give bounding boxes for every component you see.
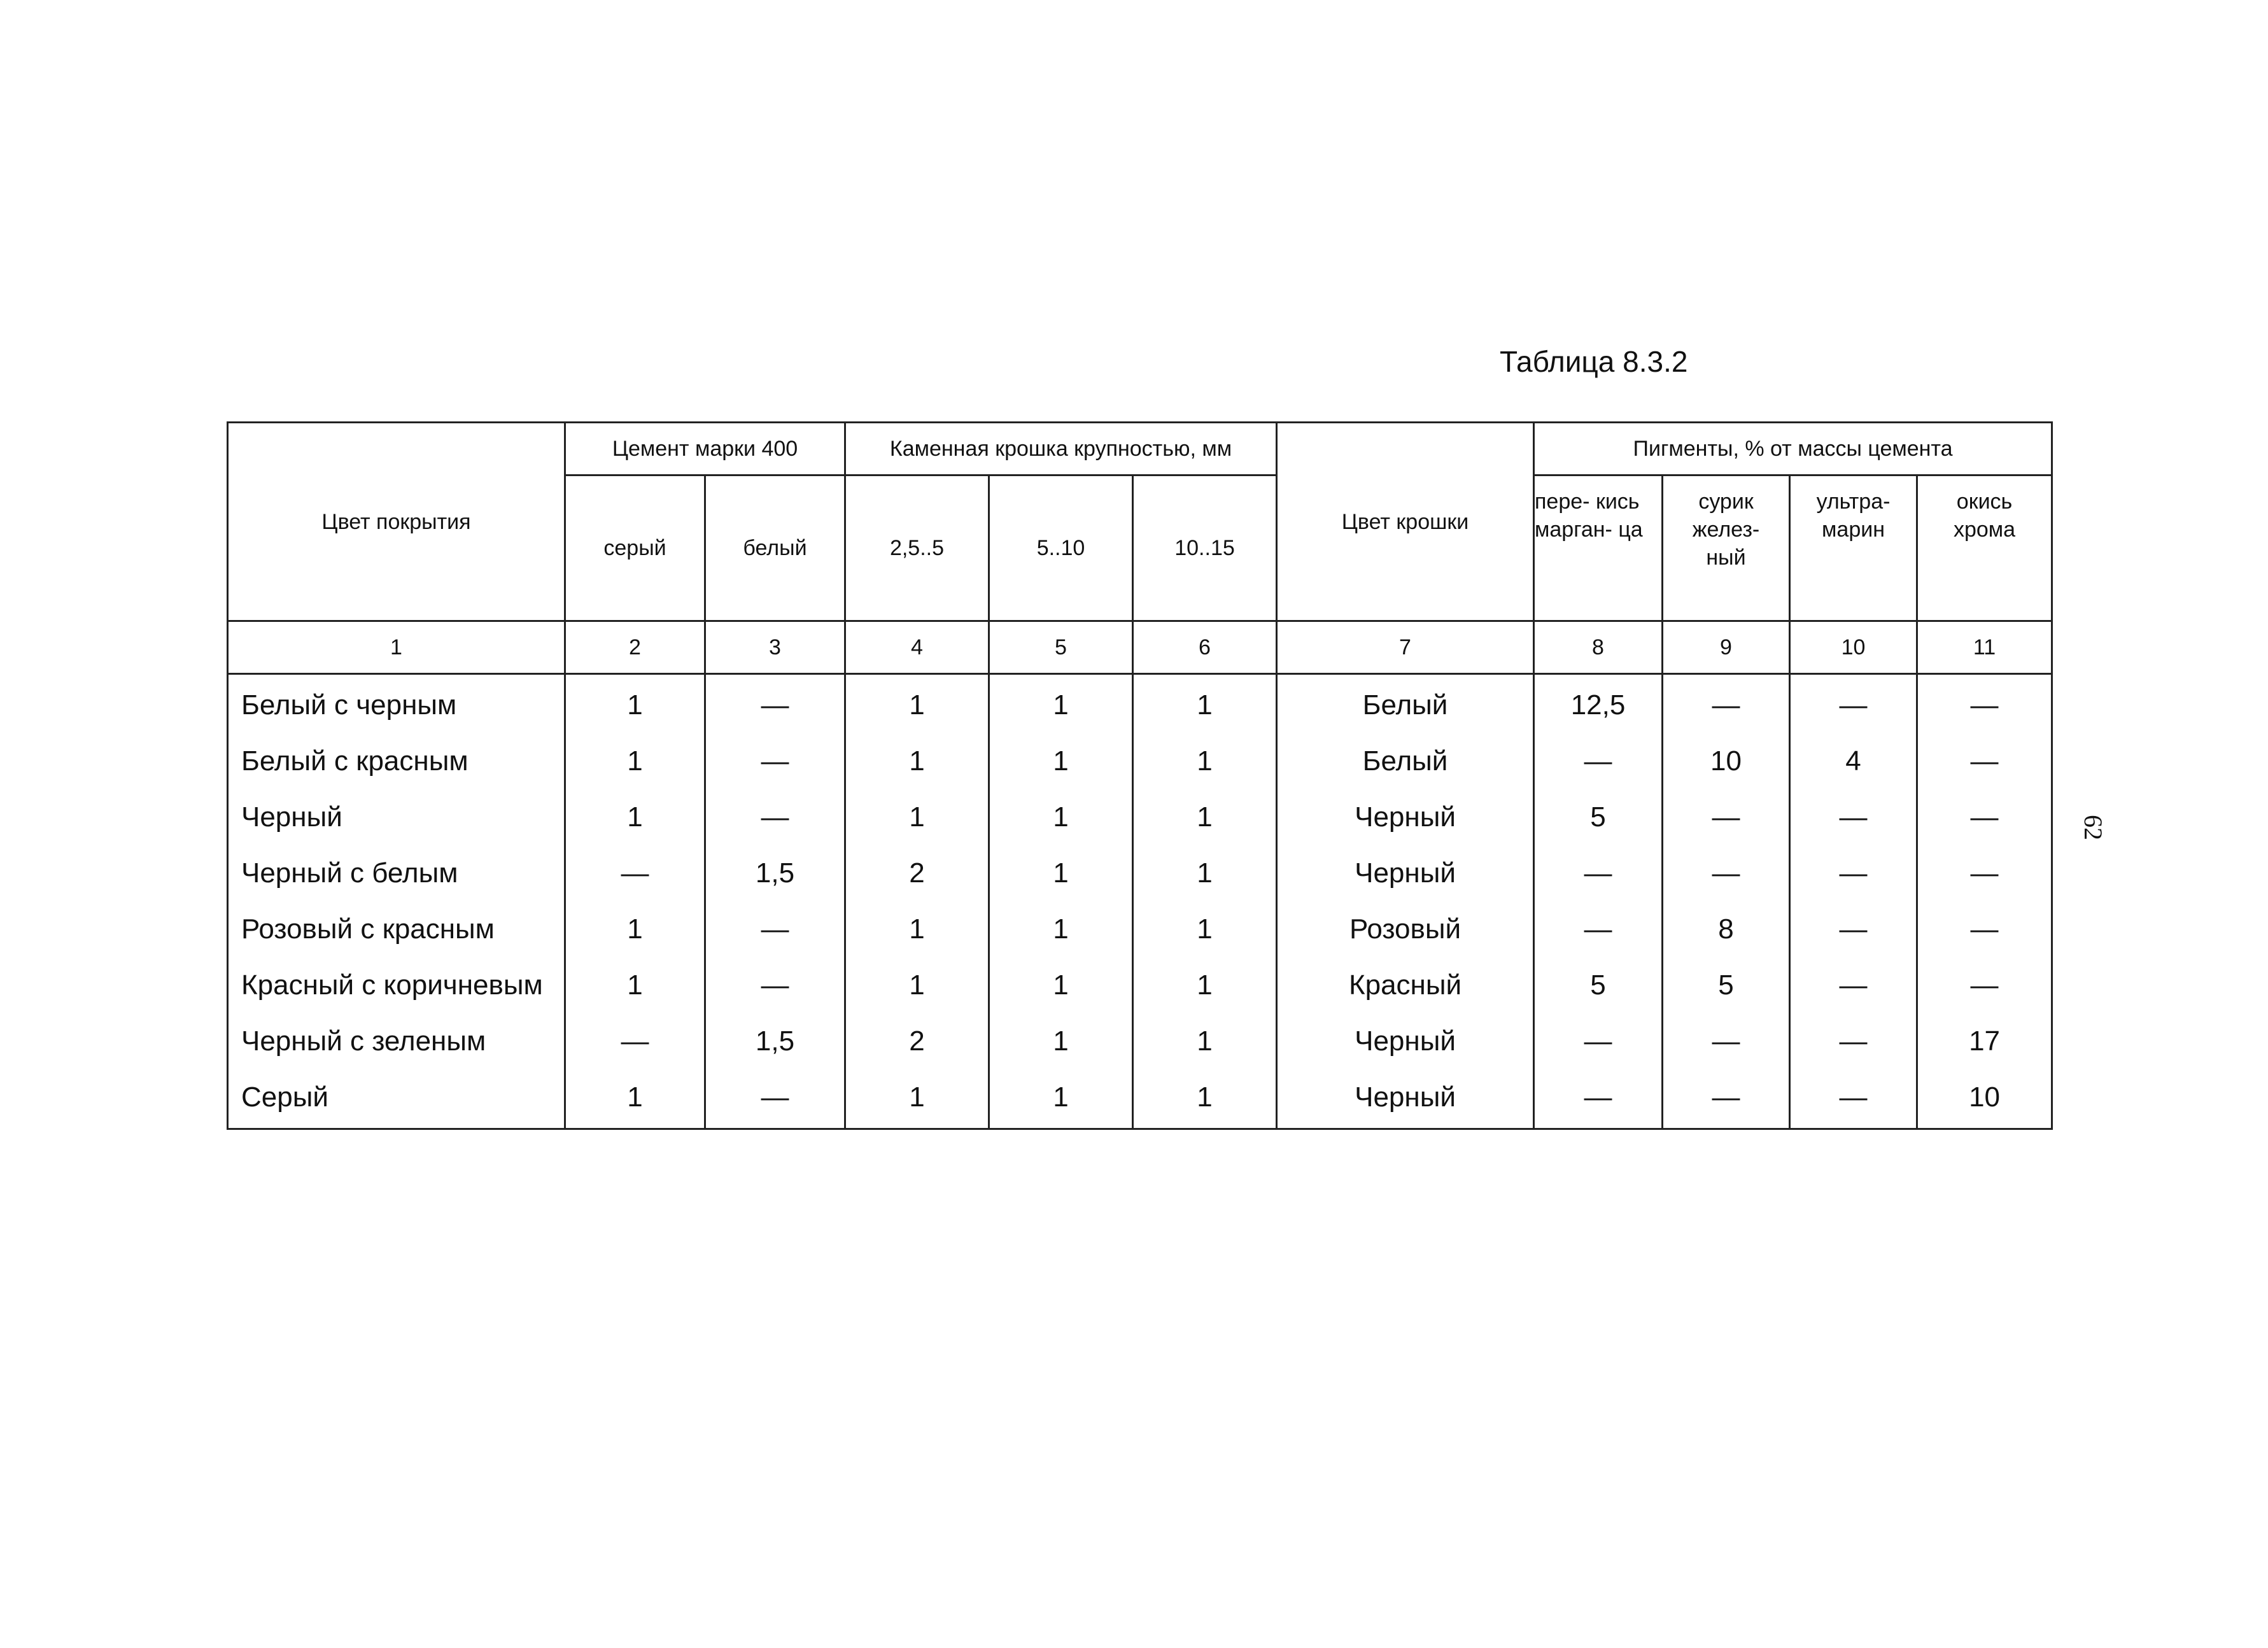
table-cell: 10 [1663,736,1790,792]
table-cell: 1 [989,960,1133,1016]
table-row [228,1016,2052,1072]
table-cell: 1 [565,960,705,1016]
table-cell: — [1790,848,1917,904]
table-cell: Черный [1277,792,1534,848]
table-cell: 1 [845,792,989,848]
table-row [228,792,2052,848]
table-cell: — [1534,848,1663,904]
table-cell: 17 [1917,1016,2052,1072]
table-cell: — [1534,904,1663,960]
column-number: 11 [1917,621,2052,674]
table-cell: 1 [565,1072,705,1129]
table-cell: Розовый с красным [228,904,565,960]
table-cell: Черный с белым [228,848,565,904]
table-cell: — [705,904,845,960]
table-cell: 1,5 [705,848,845,904]
table-cell: — [1663,1072,1790,1129]
table-row [228,904,2052,960]
column-number: 8 [1534,621,1663,674]
table-row [228,848,2052,904]
table-cell: Розовый [1277,904,1534,960]
table-cell: 1 [845,904,989,960]
table-cell: — [1534,736,1663,792]
header-chip-color: Цвет крошки [1277,423,1534,621]
header-pigments-group: Пигменты, % от массы цемента [1534,423,2052,475]
header-chips-c: 10..15 [1133,475,1277,621]
header-pigment-ultramarine: ультра- марин [1790,475,1917,621]
table-row [228,736,2052,792]
table-cell: 1 [1133,1016,1277,1072]
table-cell: 5 [1534,960,1663,1016]
table-cell: 1 [1133,904,1277,960]
data-table [227,421,2053,1130]
column-number: 2 [565,621,705,674]
header-cement-gray: серый [565,475,705,621]
table-cell: — [705,792,845,848]
table-cell: Черный [1277,848,1534,904]
table-cell: 5 [1663,960,1790,1016]
table-cell: 1 [565,674,705,736]
table-cell: — [1790,792,1917,848]
header-pigment-chromium-oxide: окись хрома [1917,475,2052,621]
table-cell: 1 [1133,674,1277,736]
table-cell: — [1790,674,1917,736]
table-cell: Черный [1277,1072,1534,1129]
table-cell: — [1917,792,2052,848]
column-number: 6 [1133,621,1277,674]
table-cell: 1 [989,674,1133,736]
table-cell: Белый [1277,674,1534,736]
table-cell: — [1663,792,1790,848]
column-number: 4 [845,621,989,674]
table-cell: — [565,848,705,904]
table-caption: Таблица 8.3.2 [1500,345,1688,378]
table-cell: 1 [845,674,989,736]
table-cell: 1 [989,848,1133,904]
table-cell: Белый с черным [228,674,565,736]
table-cell: — [1790,904,1917,960]
table-cell: 1 [1133,960,1277,1016]
table-cell: — [1663,674,1790,736]
table-cell: 1 [989,736,1133,792]
table-cell: — [1917,674,2052,736]
table-cell: 1 [989,792,1133,848]
column-number: 1 [228,621,565,674]
table-cell: — [705,736,845,792]
table-cell: 8 [1663,904,1790,960]
table-cell: Красный [1277,960,1534,1016]
table-cell: Черный [228,792,565,848]
column-number: 5 [989,621,1133,674]
table-row [228,674,2052,736]
table-cell: — [1663,1016,1790,1072]
table-cell: Черный [1277,1016,1534,1072]
table-cell: — [1790,960,1917,1016]
table-cell: — [705,1072,845,1129]
table-cell: — [1534,1072,1663,1129]
table-cell: 1 [989,904,1133,960]
header-pigment-iron-minium: сурик желез- ный [1663,475,1790,621]
table-cell: 1 [989,1072,1133,1129]
header-chips-b: 5..10 [989,475,1133,621]
table-cell: 10 [1917,1072,2052,1129]
table-cell: — [1534,1016,1663,1072]
table-cell: 1 [1133,1072,1277,1129]
table-cell: 1 [1133,792,1277,848]
column-number-row [228,621,2052,674]
table-cell: 1 [565,736,705,792]
table-cell: Белый [1277,736,1534,792]
table-cell: 1 [1133,736,1277,792]
table-row [228,1072,2052,1129]
table-cell: 1 [565,792,705,848]
table-cell: Белый с красным [228,736,565,792]
table-cell: 12,5 [1534,674,1663,736]
header-cement-white: белый [705,475,845,621]
table-cell: 1 [845,1072,989,1129]
table-cell: — [1917,904,2052,960]
table-cell: — [565,1016,705,1072]
table-cell: Серый [228,1072,565,1129]
table-row [228,960,2052,1016]
page-number: 62 [2079,815,2108,840]
table-cell: — [1790,1072,1917,1129]
table-cell: 2 [845,848,989,904]
table-cell: 2 [845,1016,989,1072]
table-cell: 1 [1133,848,1277,904]
column-number: 7 [1277,621,1534,674]
table-cell: — [705,674,845,736]
header-pigment-manganese-peroxide: пере- кись марган- ца [1534,475,1663,621]
header-coating-color: Цвет покрытия [228,423,565,621]
table-body [228,674,2052,1129]
table-cell: 4 [1790,736,1917,792]
table-cell: 1 [565,904,705,960]
table-cell: — [1917,736,2052,792]
column-number: 9 [1663,621,1790,674]
table-cell: 1 [845,960,989,1016]
header-cement-group: Цемент марки 400 [565,423,845,475]
table-cell: — [1790,1016,1917,1072]
table-cell: 5 [1534,792,1663,848]
header-chips-group: Каменная крошка крупностью, мм [845,423,1277,475]
column-number: 10 [1790,621,1917,674]
table-cell: — [705,960,845,1016]
table-cell: — [1663,848,1790,904]
table-cell: Красный с коричневым [228,960,565,1016]
table-cell: — [1917,848,2052,904]
table-cell: 1 [989,1016,1133,1072]
table-cell: 1,5 [705,1016,845,1072]
header-row-top [228,423,2052,475]
header-chips-a: 2,5..5 [845,475,989,621]
table-cell: Черный с зеленым [228,1016,565,1072]
table-cell: 1 [845,736,989,792]
column-number: 3 [705,621,845,674]
table-cell: — [1917,960,2052,1016]
